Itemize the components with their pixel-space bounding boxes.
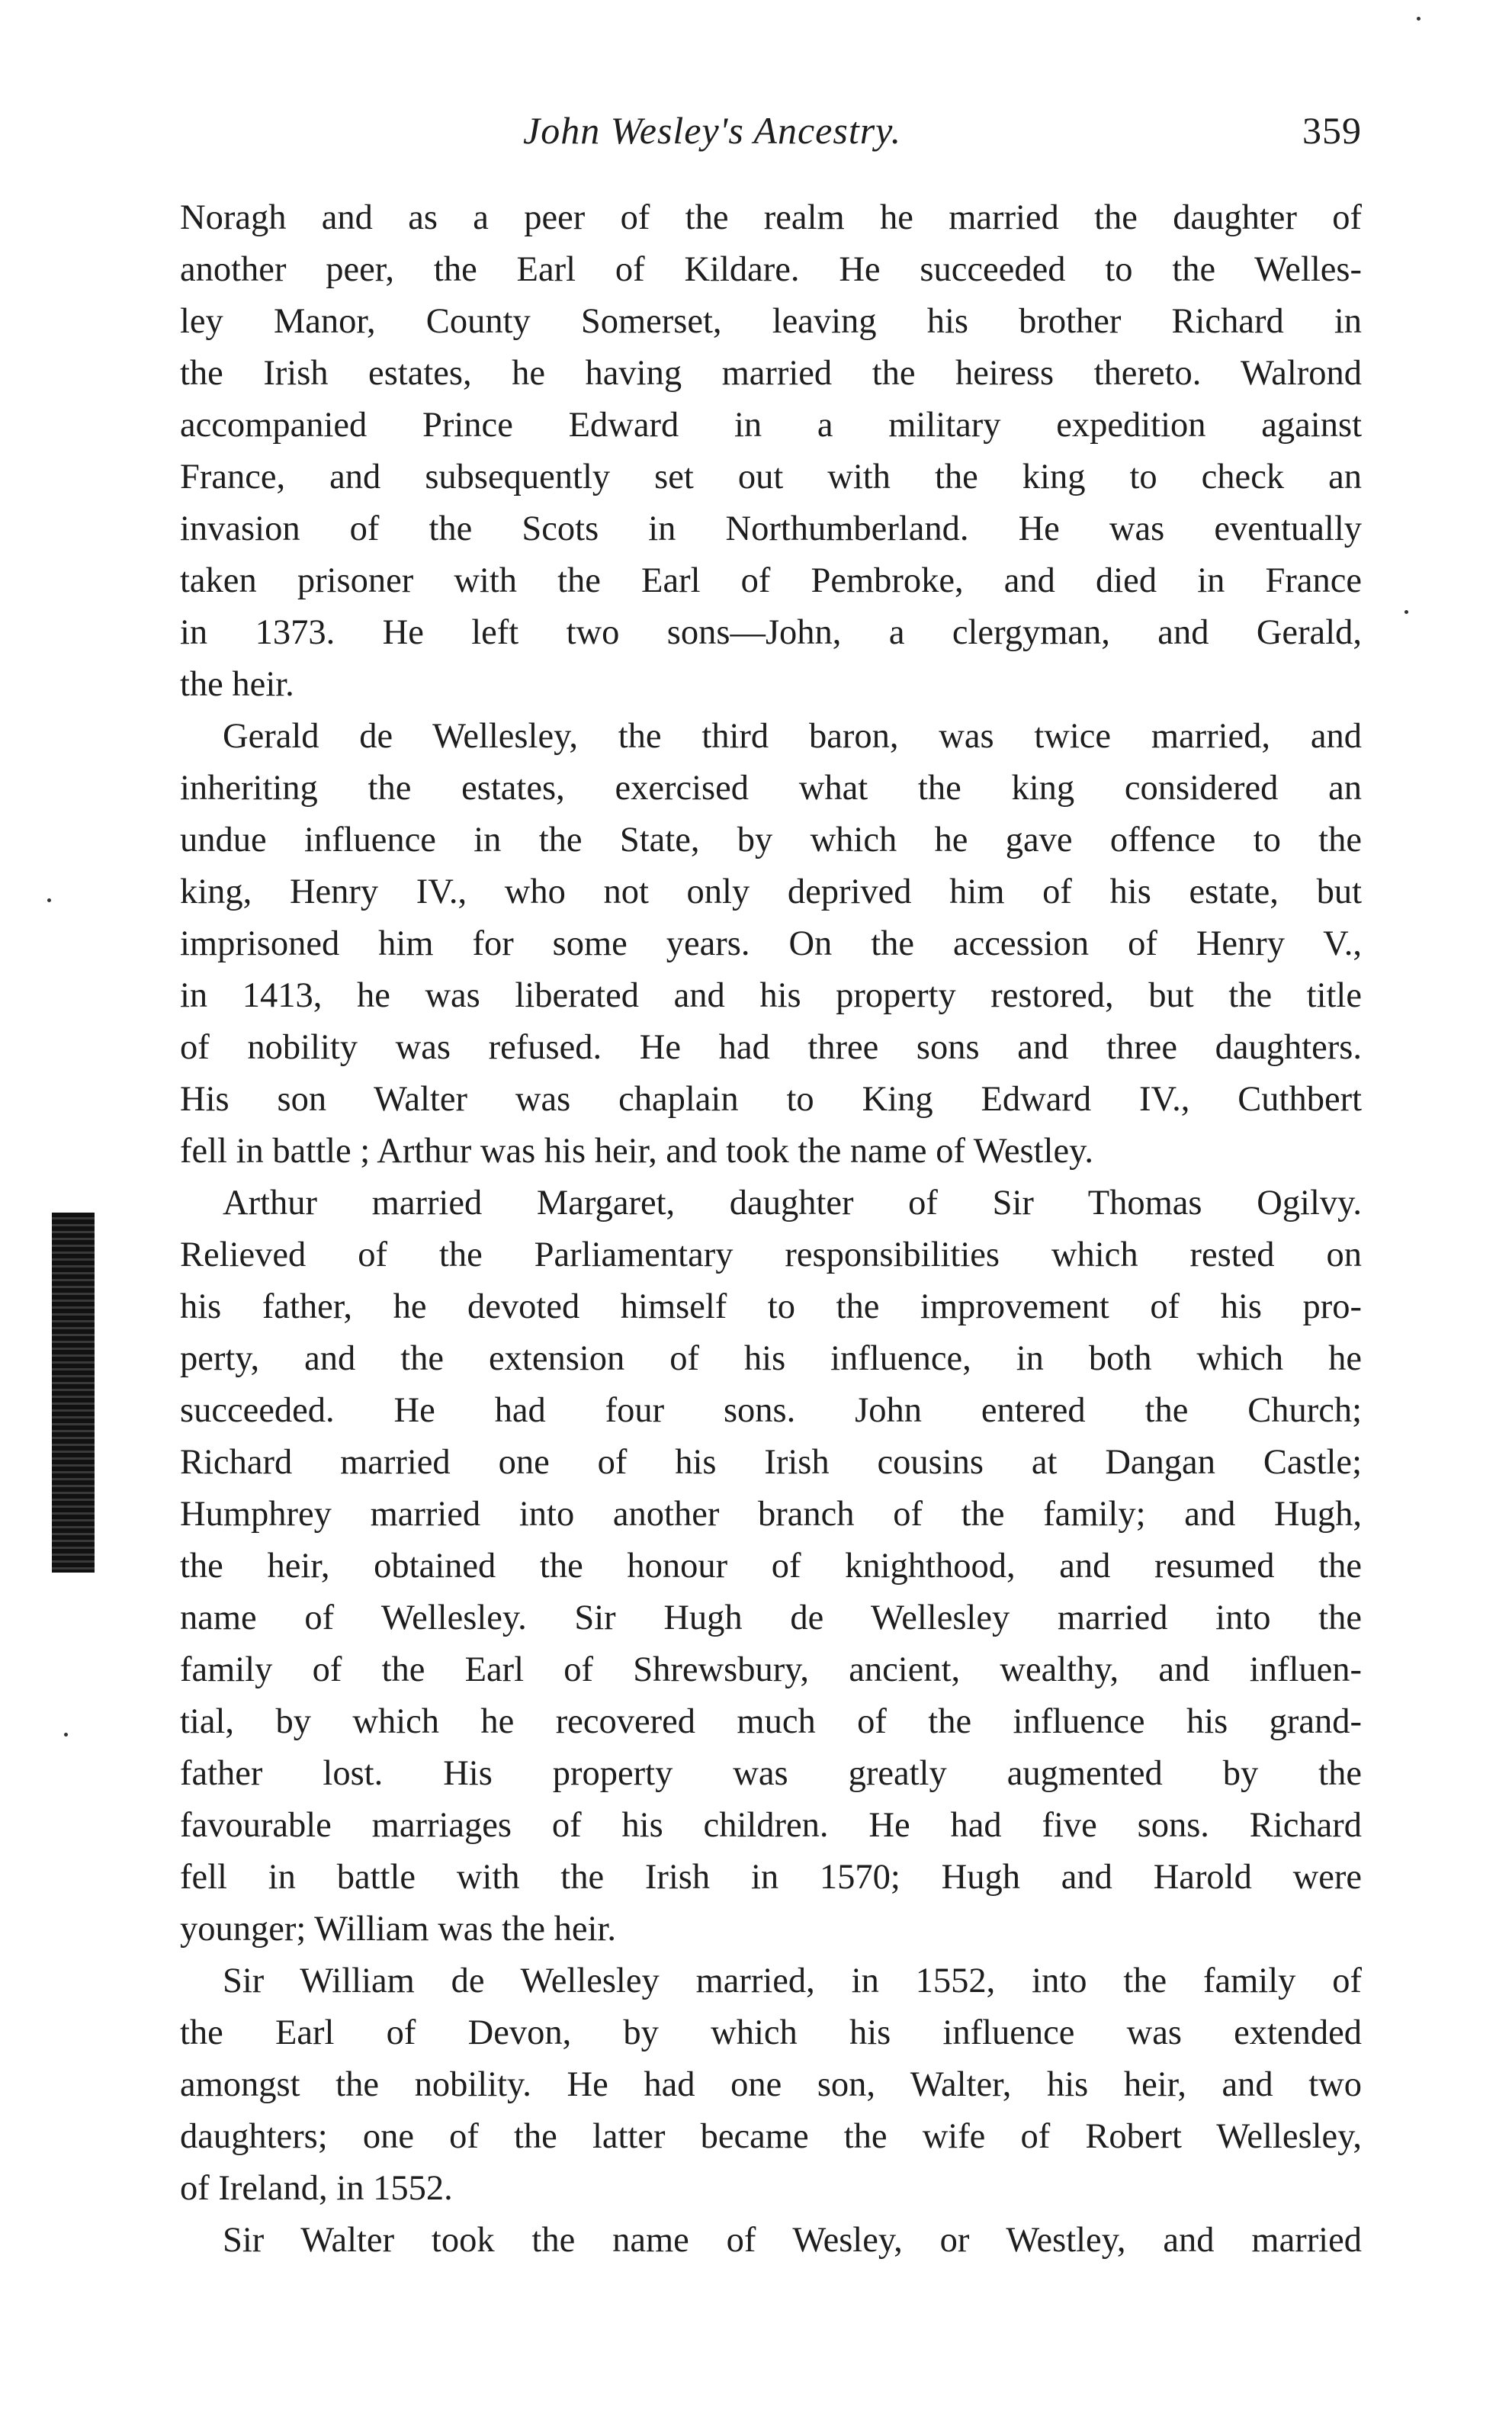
text-line: accompanied Prince Edward in a military expedition against [180,406,1362,445]
text-line: of nobility was refused. He had three sons and three daughters. [180,1028,1362,1067]
text-line: tial, by which he recovered much of the influence his grand- [180,1702,1362,1741]
page-header [180,108,1362,154]
text-line: king, Henry IV., who not only deprived him of his estate, but [180,872,1362,911]
text-line: another peer, the Earl of Kildare. He succeeded to the Welles- [180,250,1362,289]
text-line: Relieved of the Parliamentary responsibilities which rested on [180,1235,1362,1274]
text-line: the heir, obtained the honour of knighthood, and resumed the [180,1547,1362,1586]
text-line: younger; William was the heir. [180,1910,616,1949]
text-line: Richard married one of his Irish cousins at Dangan Castle; [180,1443,1362,1482]
text-line: fell in battle with the Irish in 1570; Hugh and Harold were [180,1858,1362,1897]
text-line: name of Wellesley. Sir Hugh de Wellesley married into the [180,1598,1362,1637]
text-line: invasion of the Scots in Northumberland. He was eventually [180,509,1362,548]
scan-speck [1404,610,1408,614]
paragraph-first-line: Sir Walter took the name of Wesley, or Westley, and married [223,2221,1362,2260]
paragraph-first-line: Gerald de Wellesley, the third baron, was twice married, and [223,717,1362,756]
text-line: ley Manor, County Somerset, leaving his brother Richard in [180,302,1362,341]
text-line: perty, and the extension of his influence, in both which he [180,1339,1362,1378]
text-line: His son Walter was chaplain to King Edward IV., Cuthbert [180,1080,1362,1119]
text-line: France, and subsequently set out with the king to check an [180,458,1362,496]
page-number: 359 [1302,109,1362,152]
text-line: favourable marriages of his children. He had five sons. Richard [180,1806,1362,1845]
scan-speck [1417,17,1421,21]
text-line: amongst the nobility. He had one son, Walter, his heir, and two [180,2065,1362,2104]
text-line: Humphrey married into another branch of the family; and Hugh, [180,1495,1362,1534]
text-line: inheriting the estates, exercised what the king considered an [180,769,1362,808]
text-line: Noragh and as a peer of the realm he married the daughter of [180,198,1362,237]
text-line: the Irish estates, he having married the heiress thereto. Walrond [180,354,1362,393]
paragraph-first-line: Sir William de Wellesley married, in 1552, into the family of [223,1962,1362,2000]
text-line: in 1413, he was liberated and his property restored, but the title [180,976,1362,1015]
margin-scan-mark [52,1213,95,1573]
text-line: his father, he devoted himself to the improvement of his pro- [180,1287,1362,1326]
text-line: of Ireland, in 1552. [180,2169,453,2208]
text-line: daughters; one of the latter became the wife of Robert Wellesley, [180,2117,1362,2156]
text-line: undue influence in the State, by which he gave offence to the [180,821,1362,859]
text-line: taken prisoner with the Earl of Pembroke, and died in France [180,561,1362,600]
scan-speck [64,1733,68,1737]
text-line: the Earl of Devon, by which his influence was extended [180,2013,1362,2052]
text-line: father lost. His property was greatly augmented by the [180,1754,1362,1793]
paragraph-first-line: Arthur married Margaret, daughter of Sir Thomas Ogilvy. [223,1184,1362,1223]
text-line: imprisoned him for some years. On the accession of Henry V., [180,924,1362,963]
text-line: family of the Earl of Shrewsbury, ancient, wealthy, and influen- [180,1650,1362,1689]
text-line: in 1373. He left two sons—John, a clergyman, and Gerald, [180,613,1362,652]
body-text [180,192,1362,2267]
text-line: the heir. [180,665,294,704]
running-title: John Wesley's Ancestry. [523,109,902,152]
scan-speck [47,898,51,902]
text-line: fell in battle ; Arthur was his heir, and took the name of Westley. [180,1132,1093,1171]
text-line: succeeded. He had four sons. John entered the Church; [180,1391,1362,1430]
